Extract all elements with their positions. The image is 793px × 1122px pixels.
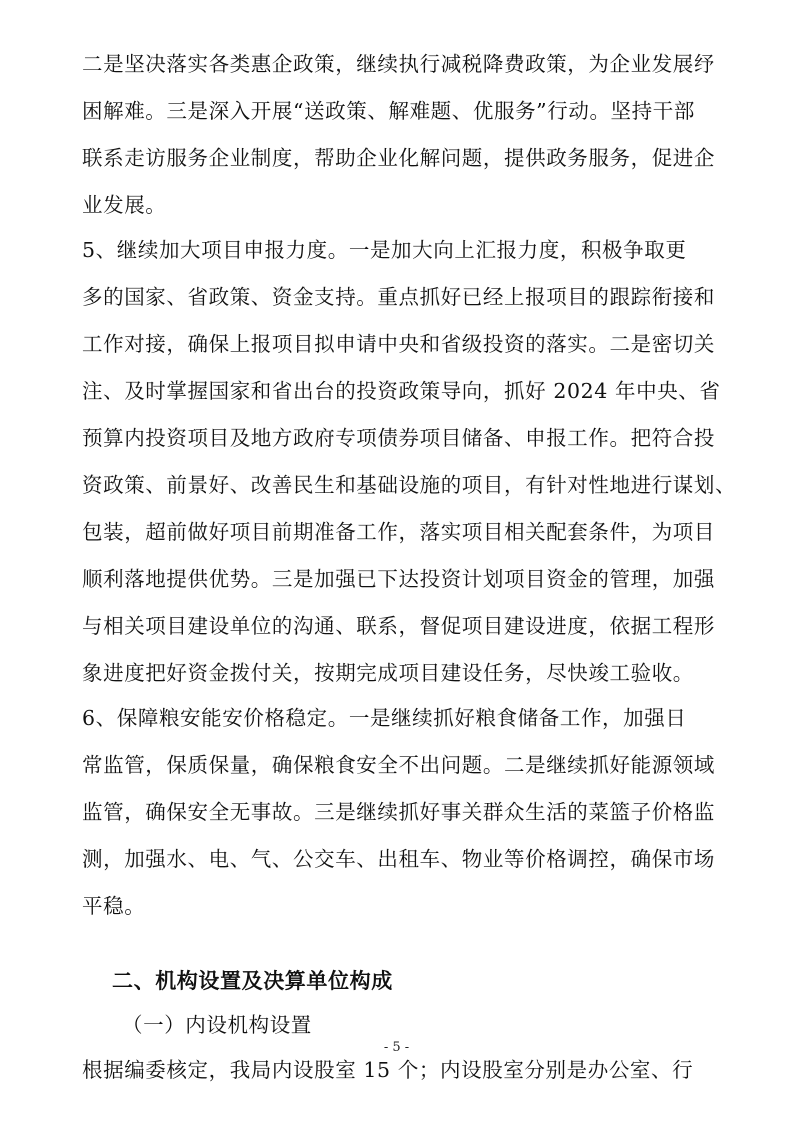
- paragraph-3-line-5: 平稳。: [82, 894, 146, 918]
- paragraph-1-line-4: 业发展。: [82, 193, 167, 217]
- paragraph-2-line-7: 包装，超前做好项目前期准备工作，落实项目相关配套条件，为项目: [82, 520, 715, 544]
- paragraph-1-line-1: 二是坚决落实各类惠企政策，继续执行减税降费政策，为企业发展纾: [82, 52, 715, 76]
- paragraph-2-line-2: 多的国家、省政策、资金支持。重点抓好已经上报项目的跟踪衔接和: [82, 285, 715, 309]
- paragraph-2-line-8: 顺利落地提供优势。三是加强已下达投资计划项目资金的管理，加强: [82, 567, 715, 591]
- paragraph-2-line-3: 工作对接，确保上报项目拟申请中央和省级投资的落实。二是密切关: [82, 332, 715, 356]
- paragraph-2-line-4: 注、及时掌握国家和省出台的投资政策导向，抓好 2024 年中央、省: [82, 379, 721, 403]
- paragraph-2-line-6: 资政策、前景好、改善民生和基础设施的项目，有针对性地进行谋划、: [82, 473, 737, 497]
- page-number: - 5 -: [383, 1040, 410, 1055]
- paragraph-1-line-2: 困解难。三是深入开展“送政策、解难题、优服务”行动。坚持干部: [82, 99, 695, 123]
- paragraph-4-line-1: 根据编委核定，我局内设股室 15 个；内设股室分别是办公室、行: [82, 1058, 694, 1082]
- paragraph-2-line-9: 与相关项目建设单位的沟通、联系，督促项目建设进度，依据工程形: [82, 614, 715, 638]
- paragraph-2-line-5: 预算内投资项目及地方政府专项债券项目储备、申报工作。把符合投: [82, 426, 715, 450]
- sub-heading: （一）内设机构设置: [122, 1013, 312, 1037]
- paragraph-3-line-4: 测，加强水、电、气、公交车、出租车、物业等价格调控，确保市场: [82, 847, 715, 871]
- paragraph-3-line-2: 常监管，保质保量，确保粮食安全不出问题。二是继续抓好能源领域: [82, 753, 715, 777]
- paragraph-1-line-3: 联系走访服务企业制度，帮助企业化解问题，提供政务服务，促进企: [82, 146, 715, 170]
- paragraph-2-line-10: 象进度把好资金拨付关，按期完成项目建设任务，尽快竣工验收。: [82, 661, 694, 685]
- paragraph-2-line-1: 5、继续加大项目申报力度。一是加大向上汇报力度，积极争取更: [82, 238, 687, 262]
- paragraph-3-line-1: 6、保障粮安能安价格稳定。一是继续抓好粮食储备工作，加强日: [82, 706, 687, 730]
- paragraph-3-line-3: 监管，确保安全无事故。三是继续抓好事关群众生活的菜篮子价格监: [82, 800, 715, 824]
- section-heading: 二、机构设置及决算单位构成: [112, 969, 393, 993]
